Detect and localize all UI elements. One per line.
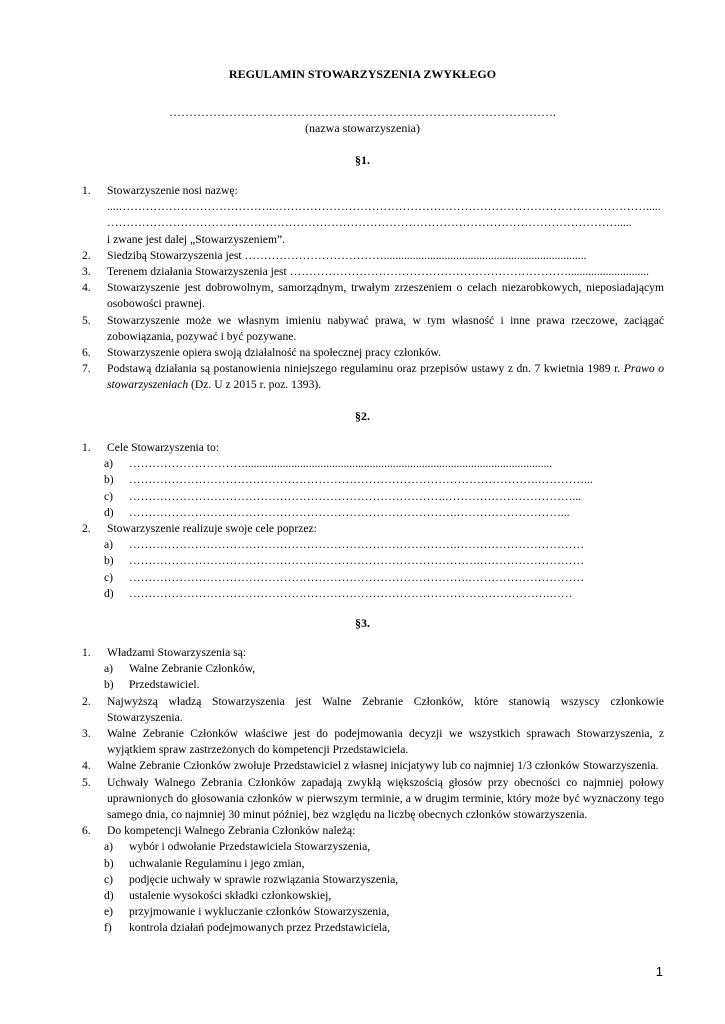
list-item xyxy=(82,280,664,312)
sub-letter: e) xyxy=(104,905,114,919)
section-1-list xyxy=(82,183,664,394)
item-text: Stowarzyszenie nosi nazwę: xyxy=(107,184,238,197)
item-number: 1. xyxy=(82,184,91,197)
list-item xyxy=(82,726,664,758)
sub-text: Walne Zebranie Członków, xyxy=(129,662,256,676)
sub-letter: c) xyxy=(104,872,114,886)
sub-text: ustalenie wysokości składki członkowskiej, xyxy=(129,889,332,903)
list-item xyxy=(82,823,664,839)
sub-item xyxy=(82,661,664,677)
item-text: Uchwały Walnego Zebrania Członków zapadają zwykłą większością głosów przy obecności co najmniej połowy uprawnionych do głosowania członków w pierwszym terminie, a w drugim terminie, który może być wyznaczony tego samego dnia, co najmniej 30 minut później, bez względu na liczbę obecnych członków stowarzyszenia. xyxy=(107,775,664,822)
sub-letter: b) xyxy=(104,554,114,568)
item-number: 2. xyxy=(82,248,91,262)
page-number: 1 xyxy=(655,964,663,979)
sub-letter: b) xyxy=(104,473,114,487)
sub-item xyxy=(82,872,664,888)
list-item xyxy=(82,361,664,393)
sub-letter: d) xyxy=(104,586,114,600)
sub-letter: a) xyxy=(104,538,114,552)
sub-text: przyjmowanie i wykluczanie członków Stowarzyszenia, xyxy=(129,905,390,919)
item-number: 2. xyxy=(82,694,91,708)
item-text: Terenem działania Stowarzyszenia jest ………………………………………………………………............................ xyxy=(107,265,650,279)
list-item xyxy=(82,232,664,248)
item-number: 3. xyxy=(82,265,91,279)
item-text: Siedzibą Stowarzyszenia jest ………………………………...................................................................... xyxy=(107,248,587,262)
list-item xyxy=(82,440,664,456)
sub-letter: d) xyxy=(104,889,114,903)
sub-text: kontrola działań podejmowanych przez Przedstawiciela, xyxy=(129,921,391,935)
item-number: 2. xyxy=(82,522,91,536)
sub-item xyxy=(82,839,664,855)
item-number: 4. xyxy=(82,281,91,295)
sub-item xyxy=(82,888,664,904)
list-item xyxy=(82,645,664,661)
item-number: 6. xyxy=(82,824,91,838)
item-number: 6. xyxy=(82,346,91,360)
fill-in-line: ………………………………………………………………………….………………………... xyxy=(129,505,570,519)
sub-item xyxy=(82,570,664,586)
sub-text: podjęcie uchwały w sprawie rozwiązania Stowarzyszenia, xyxy=(129,872,399,886)
item-number: 4. xyxy=(82,759,91,773)
sub-item xyxy=(82,456,664,472)
sub-item xyxy=(82,505,664,521)
list-item xyxy=(82,313,664,345)
item-text: Cele Stowarzyszenia to: xyxy=(107,441,220,454)
association-name-caption: (nazwa stowarzyszenia) xyxy=(305,121,420,135)
list-item xyxy=(82,521,664,537)
sub-letter: d) xyxy=(104,505,114,519)
fill-in-line: ……………………………………………………………………………………………….…… xyxy=(129,586,573,600)
item-text: Władzami Stowarzyszenia są: xyxy=(107,646,247,659)
item-text: Podstawą działania są postanowienia niniejszego regulaminu oraz przepisów ustawy z dn. 7 kwietnia 1989 r. xyxy=(107,362,624,376)
sub-letter: c) xyxy=(104,489,114,503)
sub-letter: f) xyxy=(104,921,112,935)
sub-item xyxy=(82,904,664,920)
sub-item xyxy=(82,856,664,872)
document-title: REGULAMIN STOWARZYSZENIA ZWYKŁEGO xyxy=(228,67,497,81)
sub-text: Przedstawiciel. xyxy=(129,678,200,692)
section-2-list xyxy=(82,440,664,602)
sub-text: uchwalanie Regulaminu i jego zmian, xyxy=(129,856,305,870)
list-item xyxy=(82,215,664,231)
sub-item xyxy=(82,537,664,553)
sub-letter: a) xyxy=(104,840,114,854)
item-number: 5. xyxy=(82,775,91,789)
list-item xyxy=(82,345,664,361)
list-item xyxy=(82,758,664,774)
fill-in-line: ……………………………………………………………………….……………………………... xyxy=(129,489,582,503)
item-number: 1. xyxy=(82,646,91,659)
item-number: 7. xyxy=(82,362,91,376)
fill-in-line: ………………………….......................................................................................................... xyxy=(129,457,553,471)
fill-in-line: ....…………………………………..……………………………………………………………………………………..... xyxy=(107,200,661,214)
sub-letter: c) xyxy=(104,570,114,584)
list-item xyxy=(82,248,664,264)
sub-item xyxy=(82,677,664,693)
item-text: Stowarzyszenie opiera swoją działalność na społecznej pracy członków. xyxy=(107,346,442,360)
item-text: Stowarzyszenie realizuje swoje cele poprzez: xyxy=(107,522,317,536)
list-item xyxy=(82,775,664,824)
item-text-citation: (Dz. U z 2015 r. poz. 1393). xyxy=(188,378,322,392)
sub-item xyxy=(82,920,664,936)
sub-item xyxy=(82,553,664,569)
sub-letter: a) xyxy=(104,457,114,471)
list-item xyxy=(82,183,664,199)
item-number: 5. xyxy=(82,313,91,327)
sub-letter: b) xyxy=(104,856,114,870)
item-text: i zwane jest dalej „Stowarzyszeniem”. xyxy=(107,232,286,246)
list-item xyxy=(82,694,664,726)
item-text: Walne Zebranie Członków zwołuje Przedstawiciel z własnej inicjatywy lub co najmniej 1/3 członków Stowarzyszenia. xyxy=(107,759,659,773)
fill-in-line: ………………………………………………………………………….…………………………… xyxy=(129,538,585,552)
fill-in-line: …………………………………………………………………………………………….…………... xyxy=(129,473,593,487)
fill-in-line: ……………………………………………………………………………………………………………………..... xyxy=(107,216,632,230)
sub-letter: b) xyxy=(104,678,114,692)
item-number: 1. xyxy=(82,441,91,454)
law-title: Prawo o stowarzyszeniach xyxy=(107,362,664,392)
sub-item xyxy=(82,586,664,602)
sub-item xyxy=(82,472,664,488)
item-text: Stowarzyszenie może we własnym imieniu nabywać prawa, w tym własność i inne prawa rzeczowe, zaciągać zobowiązania, pozywać i być pozywane. xyxy=(107,313,664,343)
sub-item xyxy=(82,489,664,505)
item-text: Do kompetencji Walnego Zebrania Członków należą: xyxy=(107,824,356,838)
association-name-placeholder: ……………………………………………………………………………………. xyxy=(169,105,556,119)
item-text: Walne Zebranie Członków właściwe jest do podejmowania decyzji we wszystkich sprawach Stowarzyszenia, z wyjątkiem spraw zastrzeżonych do kompetencji Przedstawiciela. xyxy=(107,727,664,757)
list-item xyxy=(82,264,664,280)
sub-text: wybór i odwołanie Przedstawiciela Stowarzyszenia, xyxy=(129,840,371,854)
section-3-list xyxy=(82,645,664,937)
item-text: Najwyższą władzą Stowarzyszenia jest Walne Zebranie Członków, które stanowią wszyscy członkowie Stowarzyszenia. xyxy=(107,694,664,724)
fill-in-line: …………………………………………………………………………….………………………… xyxy=(129,570,585,584)
section-heading-3: §3. xyxy=(355,616,370,630)
item-number: 3. xyxy=(82,727,91,741)
section-heading-2: §2. xyxy=(355,409,370,423)
fill-in-line: ……………………………………………………………………………….……………………… xyxy=(129,554,585,568)
list-item xyxy=(82,199,664,215)
sub-letter: a) xyxy=(104,662,114,676)
item-text: Stowarzyszenie jest dobrowolnym, samorządnym, trwałym zrzeszeniem o celach niezarobkowych, nieposiadającym osobowości prawnej. xyxy=(107,281,664,311)
section-heading-1: §1. xyxy=(355,153,370,167)
